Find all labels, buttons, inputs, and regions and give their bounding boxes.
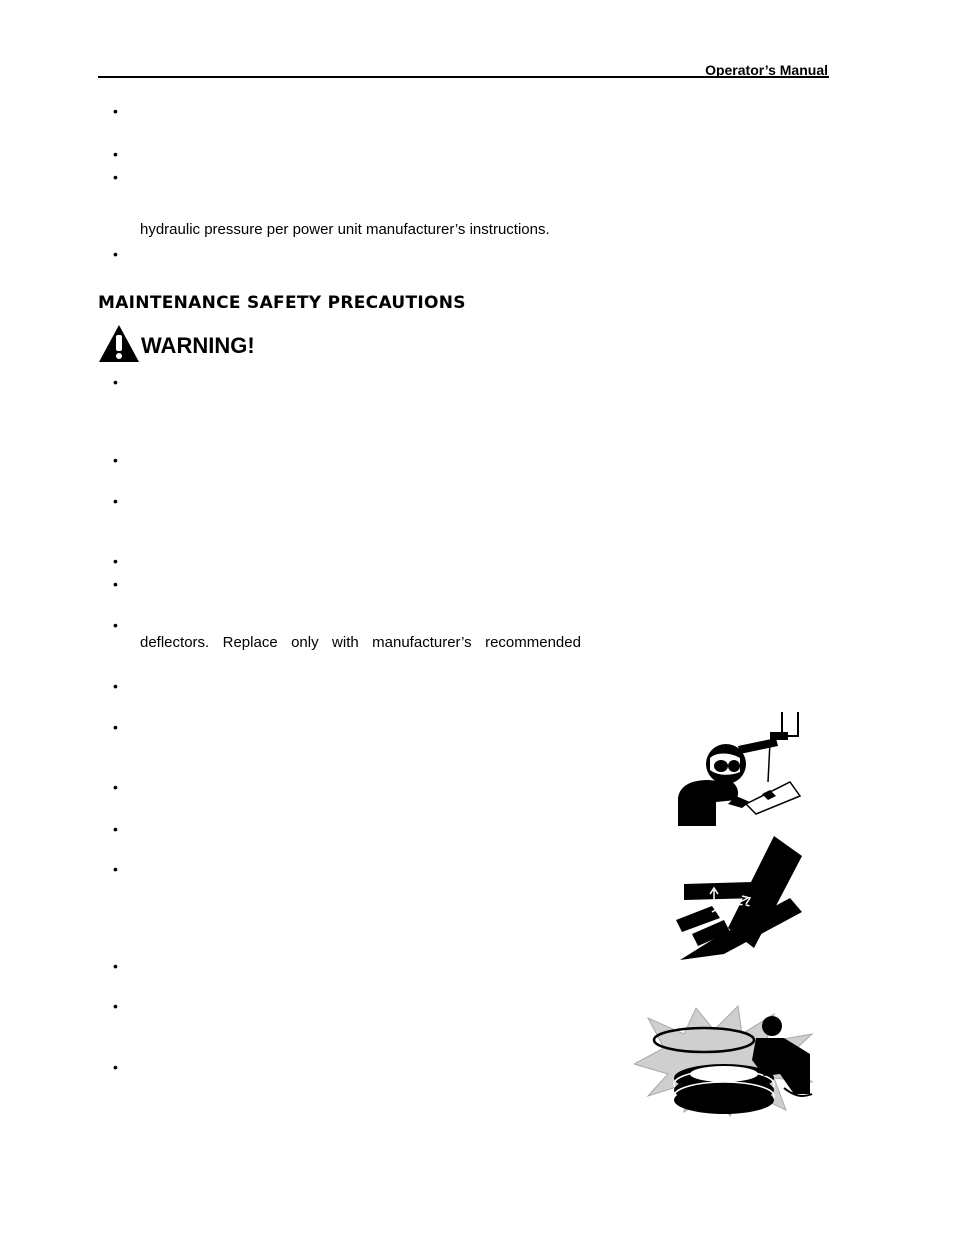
bullet bbox=[113, 149, 123, 159]
bullet bbox=[113, 496, 123, 506]
bullet bbox=[113, 620, 123, 630]
bullet bbox=[113, 249, 123, 259]
header-title: Operator’s Manual bbox=[705, 62, 828, 78]
word: deflectors. bbox=[140, 634, 210, 651]
warning-callout bbox=[98, 324, 298, 366]
header-rule bbox=[98, 76, 829, 78]
bullet bbox=[113, 864, 123, 874]
word: Replace bbox=[222, 634, 278, 651]
bullet bbox=[113, 579, 123, 589]
bullet bbox=[113, 1001, 123, 1011]
section-heading: MAINTENANCE SAFETY PRECAUTIONS bbox=[98, 293, 466, 313]
word: manufacturer’s bbox=[372, 634, 472, 651]
body-text-line: hydraulic pressure per power unit manufacturer’s instructions. bbox=[140, 221, 550, 238]
bullet bbox=[113, 172, 123, 182]
deflectors-line bbox=[140, 634, 581, 651]
bullet bbox=[113, 824, 123, 834]
fluid-injection-hand-pictogram bbox=[672, 836, 808, 962]
bullet bbox=[113, 782, 123, 792]
hydraulic-leak-check-pictogram bbox=[676, 710, 812, 828]
warning-label: WARNING! bbox=[141, 333, 255, 358]
word: with bbox=[332, 634, 359, 651]
bullet bbox=[113, 556, 123, 566]
bullet bbox=[113, 681, 123, 691]
bullet bbox=[113, 722, 123, 732]
bullet bbox=[113, 961, 123, 971]
warning-triangle-icon bbox=[98, 324, 140, 364]
word: only bbox=[291, 634, 319, 651]
bullet bbox=[113, 1062, 123, 1072]
bullet bbox=[113, 377, 123, 387]
hose-burst-pictogram bbox=[634, 1004, 814, 1118]
bullet bbox=[113, 455, 123, 465]
bullet bbox=[113, 106, 123, 116]
word: recommended bbox=[485, 634, 581, 651]
